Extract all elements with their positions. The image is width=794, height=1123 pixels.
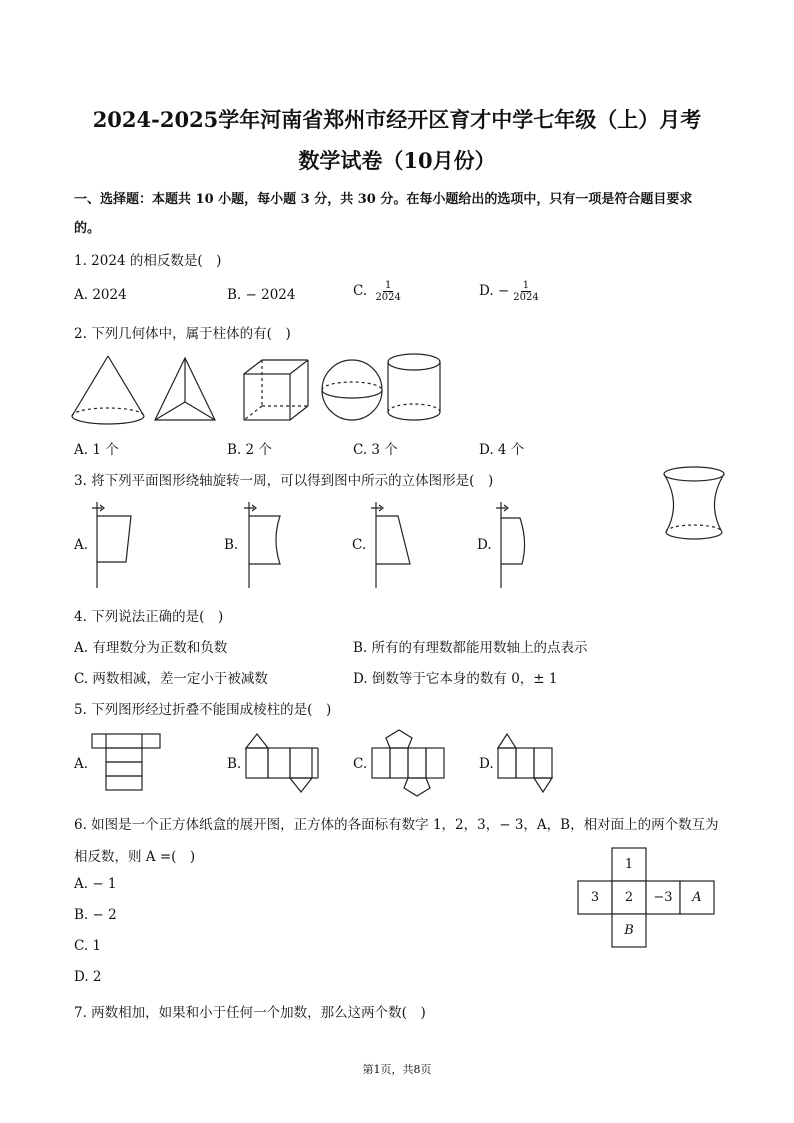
q4-option-d: D. 倒数等于它本身的数有 0，± 1 [353, 671, 558, 687]
q3-option-d-label: D. [477, 537, 492, 553]
q5-option-a-net [92, 734, 160, 790]
q5-option-c-label: C. [353, 756, 368, 772]
q6-option-b: B. − 2 [74, 907, 117, 923]
q1-option-c-prefix: C. [353, 283, 372, 299]
exam-title-line1: 2024-2025学年河南省郑州市经开区育才中学七年级（上）月考 [92, 107, 702, 132]
q6-stem: 6. 如图是一个正方体纸盒的展开图，正方体的各面标有数字 1，2，3，− 3，A，B，相对面上的两个数互为 [74, 817, 719, 833]
q6-stem-cont: 相反数，则 A =( ) [74, 849, 196, 865]
q2-option-d: D. 4 个 [479, 442, 525, 458]
q5-option-d-net [498, 734, 552, 792]
q3-option-b-shape [244, 502, 280, 588]
q1-option-c-fraction [373, 280, 402, 303]
q4-option-c: C. 两数相减，差一定小于被减数 [74, 671, 268, 687]
q2-stem: 2. 下列几何体中，属于柱体的有( ) [74, 326, 291, 342]
q7-stem: 7. 两数相加，如果和小于任何一个加数，那么这两个数( ) [74, 1005, 426, 1021]
q6-option-c: C. 1 [74, 938, 102, 954]
q1-option-a: A. 2024 [74, 287, 127, 303]
q5-stem: 5. 下列图形经过折叠不能围成棱柱的是( ) [74, 702, 332, 718]
q3-option-c-label: C. [352, 537, 367, 553]
q5-option-c-net [372, 730, 444, 796]
net-face-right2: A [692, 890, 702, 905]
cylinder-shape [388, 354, 440, 420]
q1-option-d-prefix: D. − [479, 283, 510, 299]
q3-option-d-shape [496, 502, 525, 588]
q1-d-denominator: 2024 [513, 292, 539, 303]
section-heading: 一、选择题：本题共 10 小题，每小题 3 分，共 30 分。在每小题给出的选项中，只有一项是符合题目要求 [74, 192, 693, 207]
q3-option-a-shape [92, 502, 131, 588]
q6-option-d: D. 2 [74, 969, 102, 985]
q5-option-b-net [246, 734, 318, 792]
q1-option-c [353, 280, 403, 303]
q2-solids-figure [0, 352, 794, 442]
q5-nets-figure [0, 728, 794, 808]
net-face-center: 2 [624, 890, 634, 905]
q1-option-d [479, 280, 541, 303]
q1-d-numerator: 1 [522, 280, 530, 291]
q3-option-b-label: B. [224, 537, 239, 553]
cube-shape [244, 360, 308, 420]
exam-title-line2: 数学试卷（10月份） [298, 148, 496, 173]
cone-shape [72, 356, 144, 424]
page-footer: 第1页，共8页 [362, 1063, 432, 1076]
q1-c-numerator: 1 [384, 280, 392, 291]
q1-option-d-fraction [511, 280, 540, 303]
q2-option-a: A. 1 个 [74, 442, 119, 458]
q3-stem: 3. 将下列平面图形绕轴旋转一周，可以得到图中所示的立体图形是( ) [74, 473, 494, 489]
q1-stem: 1. 2024 的相反数是( ) [74, 253, 222, 269]
net-face-right1: −3 [653, 890, 673, 905]
q1-option-b: B. − 2024 [227, 287, 296, 303]
q6-option-a: A. − 1 [74, 876, 117, 892]
q1-c-denominator: 2024 [375, 292, 401, 303]
q3-option-c-shape [371, 502, 410, 588]
q3-options-figure [0, 498, 794, 593]
net-face-left: 3 [590, 890, 600, 905]
q2-option-c: C. 3 个 [353, 442, 398, 458]
q5-option-d-label: D. [479, 756, 494, 772]
pyramid-shape [155, 358, 215, 420]
q2-option-b: B. 2 个 [227, 442, 272, 458]
net-face-bottom: B [624, 923, 634, 938]
q4-option-b: B. 所有的有理数都能用数轴上的点表示 [353, 640, 588, 656]
sphere-shape [322, 360, 382, 420]
section-heading-cont: 的。 [74, 221, 101, 236]
q4-stem: 4. 下列说法正确的是( ) [74, 609, 224, 625]
q3-option-a-label: A. [74, 537, 89, 553]
q4-option-a: A. 有理数分为正数和负数 [74, 640, 228, 656]
net-face-top: 1 [624, 857, 634, 872]
q5-option-a-label: A. [74, 756, 89, 772]
q5-option-b-label: B. [227, 756, 242, 772]
